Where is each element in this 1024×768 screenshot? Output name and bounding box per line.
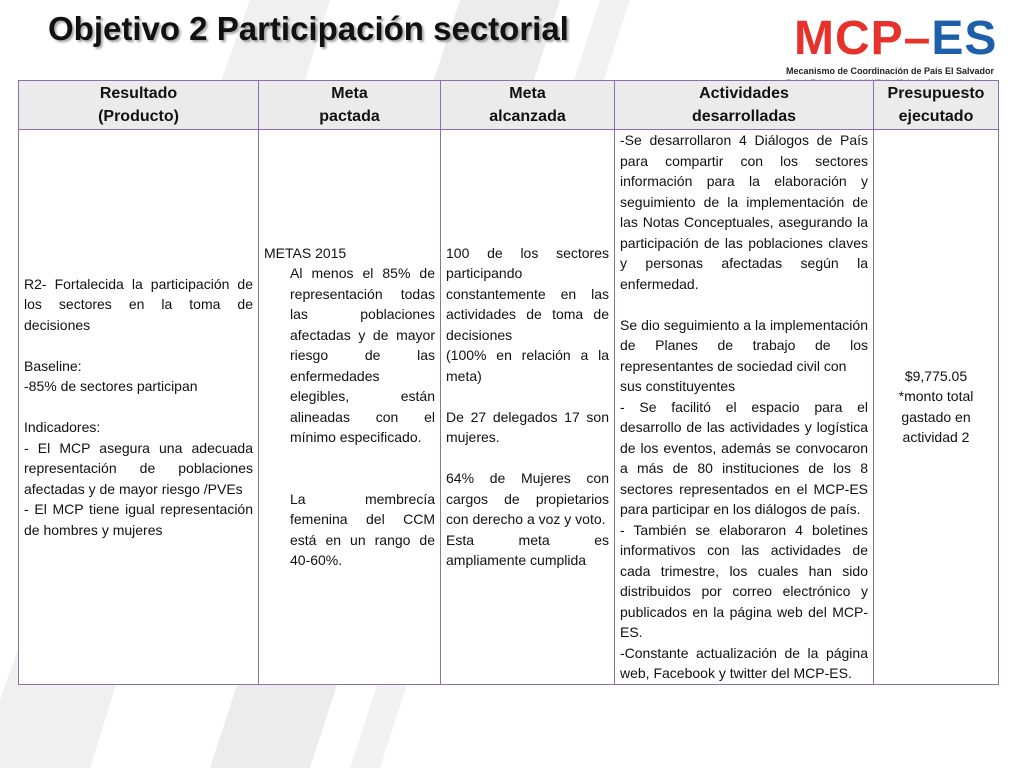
- logo-wordmark: [794, 14, 997, 64]
- indicador-2: - El MCP tiene igual representación de hombres y mujeres: [24, 501, 253, 538]
- cell-actividades: [615, 130, 874, 685]
- alcanzada-2: De 27 delegados 17 son mujeres.: [446, 408, 609, 446]
- meta-2: La membrecía femenina del CCM está en un rango de 40-60%.: [290, 490, 435, 569]
- logo-dash: –: [903, 12, 932, 65]
- budget-amount: $9,775.05: [904, 367, 968, 384]
- baseline-label: Baseline:: [24, 357, 82, 374]
- alcanzada-1b: (100% en relación a la meta): [446, 347, 609, 384]
- logo-subtitle: Mecanismo de Coordinación de País El Salvador: [786, 66, 995, 76]
- cell-presupuesto: [874, 130, 999, 685]
- objective-table: [18, 80, 999, 685]
- indicadores-label: Indicadores:: [24, 419, 101, 435]
- cell-resultado: [19, 130, 259, 685]
- logo-mcp: MCP: [794, 12, 904, 65]
- alcanzada-3: 64% de Mujeres con cargos de propietarios con derecho a voz y voto.: [446, 470, 609, 528]
- table-row: [19, 130, 999, 685]
- mcp-es-logo: [784, 12, 1010, 88]
- actividad-2b: sus constituyentes: [620, 378, 736, 394]
- indicador-1: - El MCP asegura una adecuada representación de poblaciones afectadas y de mayor riesgo /PVEs: [24, 439, 253, 497]
- table-header-row: [19, 81, 999, 130]
- header-meta-alcanzada: Meta alcanzada: [441, 81, 615, 130]
- actividad-2: Se dio seguimiento a la implementación de Planes de trabajo de los representantes de sociedad civil con: [620, 316, 868, 374]
- actividad-3: - Se facilitó el espacio para el desarrollo de las actividades y logística de los eventos, además se convocaron a más de 80 instituciones de los 8 sectores representados en el MCP-ES para participar en los diálogos de país.: [620, 398, 868, 517]
- meta-1: Al menos el 85% de representación todas las poblaciones afectadas y de mayor riesgo de las enfermedades elegibles, están alineadas con el mínimo especificado.: [290, 265, 435, 446]
- metas-heading: METAS 2015: [264, 244, 347, 261]
- header-meta-pactada: Meta pactada: [259, 81, 441, 130]
- alcanzada-1: 100 de los sectores participando constantemente en las actividades de toma de decisiones: [446, 244, 609, 343]
- actividad-4: - También se elaboraron 4 boletines informativos con las actividades de cada trimestre, los cuales han sido distribuidos por correo electrónico y publicados en la página web del MCP-ES.: [620, 521, 868, 640]
- cell-meta-pactada: [259, 130, 441, 685]
- header-presupuesto: Presupuesto ejecutado: [874, 81, 999, 130]
- logo-es: ES: [931, 12, 998, 65]
- header-resultado: Resultado (Producto): [19, 81, 259, 130]
- resultado-text: R2- Fortalecida la participación de los sectores en la toma de decisiones: [24, 275, 253, 333]
- cell-meta-alcanzada: [441, 130, 615, 685]
- budget-note-1: *monto total: [898, 388, 974, 405]
- slide-title: Objetivo 2 Participación sectorial: [48, 10, 569, 47]
- budget-note-3: actividad 2: [902, 429, 970, 446]
- header-actividades: Actividades desarrolladas: [615, 81, 874, 130]
- alcanzada-4: Esta meta es ampliamente cumplida: [446, 531, 609, 569]
- actividad-5: -Constante actualización de la página web, Facebook y twitter del MCP-ES.: [620, 644, 868, 681]
- baseline-value: -85% de sectores participan: [24, 378, 198, 394]
- budget-note-2: gastado en: [901, 408, 971, 425]
- actividad-1: -Se desarrollaron 4 Diálogos de País para compartir con los sectores información para la elaboración y seguimiento de la implementación de las Notas Conceptuales, asegurando la participación de las poblaciones claves y personas afectadas según la enfermedad.: [620, 132, 868, 292]
